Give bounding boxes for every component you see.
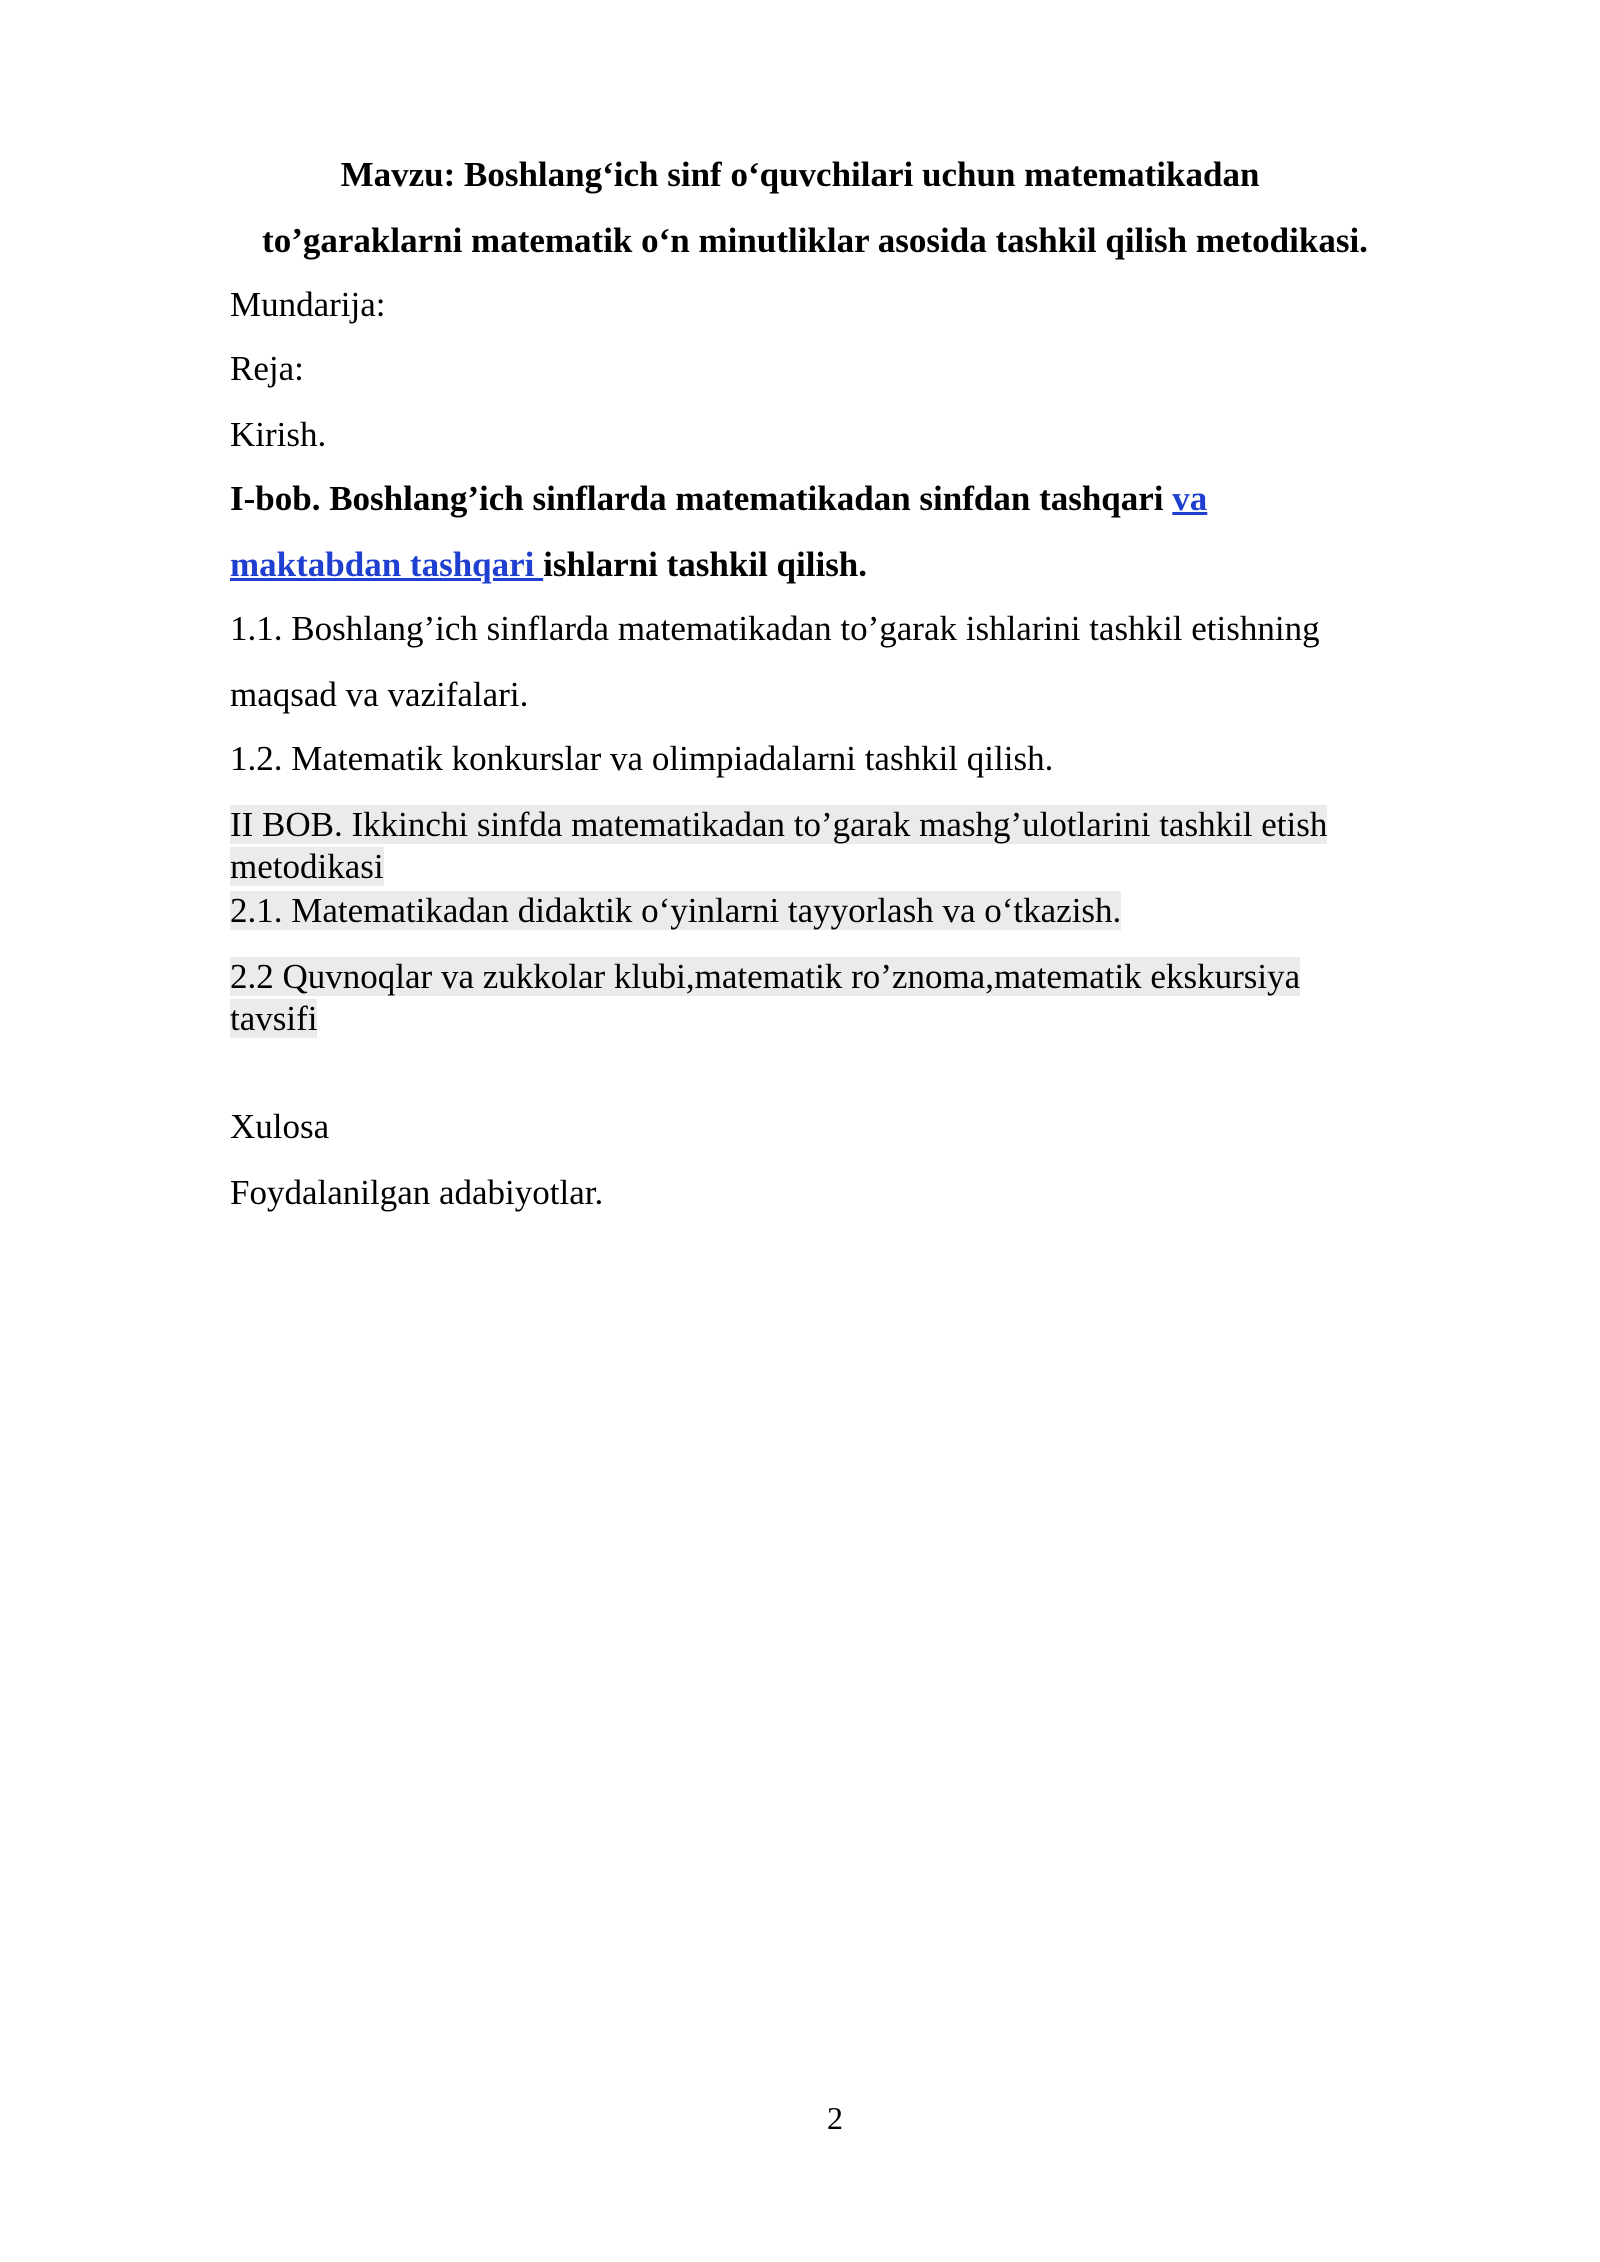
toc-section-2-1 <box>230 890 1121 932</box>
toc-chapter-2-line-1 <box>230 804 1327 846</box>
toc-xulosa: Xulosa <box>230 1107 330 1146</box>
toc-chapter-1-line-2 <box>230 544 867 586</box>
section-2-2-text-2: tavsifi <box>230 999 318 1038</box>
chapter-2-text-2: metodikasi <box>230 847 384 886</box>
section-2-1-text: 2.1. Matematikadan didaktik o‘yinlarni tayyorlash va o‘tkazish. <box>230 891 1122 930</box>
toc-chapter-1-line-1 <box>230 478 1207 520</box>
chapter-1-text: I-bob. Boshlang’ich sinflarda matematikadan sinfdan tashqari <box>230 479 1173 518</box>
page-number: 2 <box>827 2100 843 2136</box>
toc-section-2-2-line-2 <box>230 998 317 1040</box>
toc-reja: Reja: <box>230 349 304 388</box>
toc-kirish: Kirish. <box>230 415 327 454</box>
toc-section-1-1-line-1: 1.1. Boshlang’ich sinflarda matematikadan to’garak ishlarini tashkil etishning <box>230 609 1320 648</box>
toc-section-1-2: 1.2. Matematik konkurslar va olimpiadalarni tashkil qilish. <box>230 739 1054 778</box>
toc-section-2-2-line-1 <box>230 956 1300 998</box>
chapter-1-link-part-2[interactable]: maktabdan tashqari <box>230 545 544 584</box>
title-line-2: to’garaklarni matematik o‘n minutliklar asosida tashkil qilish metodikasi. <box>262 221 1368 260</box>
toc-chapter-2-line-2 <box>230 846 384 888</box>
toc-mundarija: Mundarija: <box>230 285 386 324</box>
chapter-1-link-part-1[interactable]: va <box>1172 479 1208 518</box>
section-2-2-text-1: 2.2 Quvnoqlar va zukkolar klubi,matematik ro’znoma,matematik ekskursiya <box>230 957 1301 996</box>
chapter-1-text-end: ishlarni tashkil qilish. <box>543 545 868 584</box>
toc-foydalanilgan-adabiyotlar: Foydalanilgan adabiyotlar. <box>230 1173 604 1212</box>
title-line-1: Mavzu: Boshlang‘ich sinf o‘quvchilari uchun matematikadan <box>340 155 1260 194</box>
chapter-2-text-1: II BOB. Ikkinchi sinfda matematikadan to’garak mashg’ulotlarini tashkil etish <box>230 805 1328 844</box>
toc-section-1-1-line-2: maqsad va vazifalari. <box>230 675 529 714</box>
